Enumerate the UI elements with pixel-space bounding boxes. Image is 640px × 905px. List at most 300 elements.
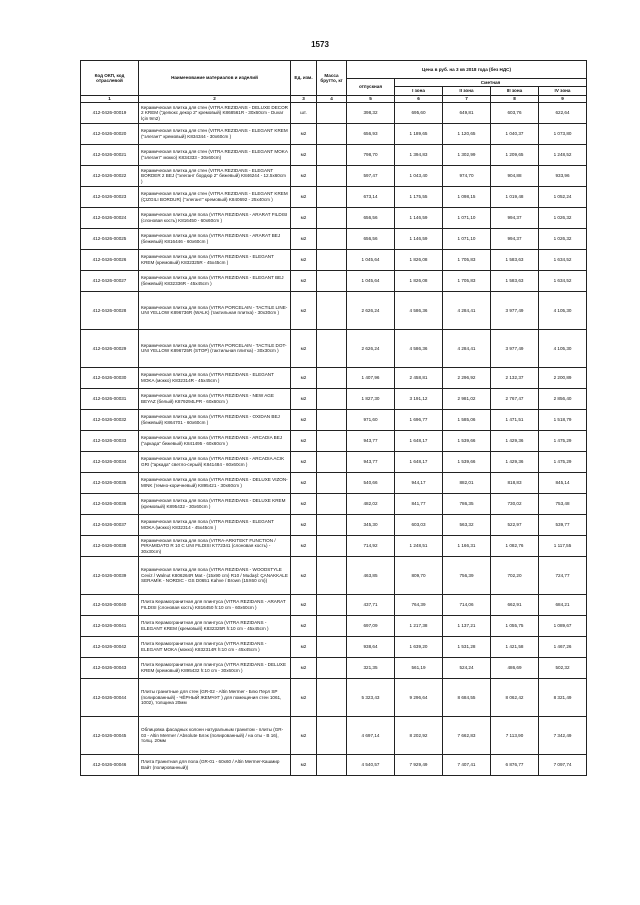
row-release-price: 798,70 xyxy=(347,144,395,165)
header-name: Наименование материалов и изделий xyxy=(139,61,291,96)
row-zone2-price: 1 166,31 xyxy=(443,535,491,556)
row-zone1-price: 4 586,36 xyxy=(395,291,443,329)
row-zone2-price: 8 684,55 xyxy=(443,678,491,716)
table-row xyxy=(81,451,587,472)
row-name: Керамическая плитка для пола (VITRA REZIDANS - WOODSTYLE Ceviz / Walnut K806264R Mat - (15x90 cm) R10 / Mudaşl: ÇANAKKALE SERAMİK - NORDIC - GS D0651 Kahve / Brown (15X60 cm)) xyxy=(139,556,291,594)
row-zone3-price: 1 429,36 xyxy=(491,451,539,472)
header-unit: Ед. изм. xyxy=(291,61,317,96)
row-zone2-price: 786,35 xyxy=(443,493,491,514)
row-name: Керамическая плитка для стен (VITRA REZIDANS - ELEGANT KREM (ÇIZGILI BORDUR) ("элегант" кремовый) K840692 - 25x40cm ) xyxy=(139,186,291,207)
row-name: Керамическая плитка для пола (VITRA REZIDANS - ELEGANT BEJ (бежевый) K832336R - 45x45cm ) xyxy=(139,270,291,291)
table-row xyxy=(81,228,587,249)
row-zone4-price: 1 634,52 xyxy=(539,270,587,291)
header-zone1: I зона xyxy=(395,87,443,95)
row-code: 412-0426-00035 xyxy=(81,472,139,493)
row-name: Керамическая плитка для пола (VITRA PORCELAIN - TACTILE DOT-UNI YELLOW K896725R (STOP) (тактильная плитка) - 30x30cm ) xyxy=(139,329,291,367)
row-zone3-price: 1 421,58 xyxy=(491,636,539,657)
table-row xyxy=(81,594,587,615)
row-zone1-price: 695,60 xyxy=(395,102,443,123)
row-mass xyxy=(317,535,347,556)
row-zone4-price: 2 200,89 xyxy=(539,367,587,388)
row-zone2-price: 714,06 xyxy=(443,594,491,615)
row-zone2-price: 1 585,06 xyxy=(443,409,491,430)
row-name: Керамическая плитка для пола (VITRA-ARKITEKT FUNCTION / PIRAMIDATO R 10 C UNI FILDISI K772341 (слоновая кость) - 30x30cm) xyxy=(139,535,291,556)
row-release-price: 1 827,30 xyxy=(347,388,395,409)
row-unit: м2 xyxy=(291,270,317,291)
row-code: 412-0426-00045 xyxy=(81,716,139,754)
row-zone2-price: 1 302,99 xyxy=(443,144,491,165)
row-name: Керамическая плитка для пола (VITRA REZIDANS - ELEGANT KREM (кремовый) K832325R - 45x45cm ) xyxy=(139,249,291,270)
row-zone3-price: 818,83 xyxy=(491,472,539,493)
row-code: 412-0426-00042 xyxy=(81,636,139,657)
row-zone4-price: 1 026,32 xyxy=(539,207,587,228)
row-zone3-price: 1 583,63 xyxy=(491,249,539,270)
row-mass xyxy=(317,472,347,493)
table-row xyxy=(81,329,587,367)
row-mass xyxy=(317,165,347,186)
row-zone3-price: 2 132,37 xyxy=(491,367,539,388)
row-zone3-price: 1 583,63 xyxy=(491,270,539,291)
row-release-price: 1 045,64 xyxy=(347,270,395,291)
header-zone4: IV зона xyxy=(539,87,587,95)
row-zone3-price: 603,76 xyxy=(491,102,539,123)
column-index: 7 xyxy=(443,95,491,102)
row-zone3-price: 3 977,49 xyxy=(491,291,539,329)
row-zone4-price: 7 097,74 xyxy=(539,754,587,775)
row-unit: м2 xyxy=(291,636,317,657)
row-mass xyxy=(317,123,347,144)
table-row xyxy=(81,144,587,165)
row-release-price: 463,85 xyxy=(347,556,395,594)
row-unit: м2 xyxy=(291,472,317,493)
row-zone1-price: 603,03 xyxy=(395,514,443,535)
row-zone1-price: 4 586,36 xyxy=(395,329,443,367)
row-zone3-price: 522,97 xyxy=(491,514,539,535)
row-zone4-price: 753,48 xyxy=(539,493,587,514)
row-name: Облицовка фасадных колонн натуральным гранитом - плиты (GR-03 - Altin Mermer / Absolute Блэк (полированный) / на оты - В 16), толщ. 20мм xyxy=(139,716,291,754)
row-mass xyxy=(317,144,347,165)
row-mass xyxy=(317,451,347,472)
row-zone2-price: 1 137,21 xyxy=(443,615,491,636)
row-zone2-price: 1 531,28 xyxy=(443,636,491,657)
row-mass xyxy=(317,186,347,207)
row-unit: м2 xyxy=(291,514,317,535)
row-zone2-price: 1 705,83 xyxy=(443,270,491,291)
row-zone1-price: 561,19 xyxy=(395,657,443,678)
column-index: 6 xyxy=(395,95,443,102)
header-release: отпускная xyxy=(347,79,395,96)
row-name: Керамическая плитка для стен (VITRA REZIDANS - DELUXE DECOR 2 KREM ("делюкс декор 2" кремовый) K868561R - 30x60cm - Duvar İçin 9m2) xyxy=(139,102,291,123)
row-zone4-price: 4 105,30 xyxy=(539,329,587,367)
row-zone1-price: 3 191,12 xyxy=(395,388,443,409)
row-release-price: 482,02 xyxy=(347,493,395,514)
row-zone4-price: 1 089,67 xyxy=(539,615,587,636)
row-zone2-price: 1 539,66 xyxy=(443,451,491,472)
row-release-price: 597,47 xyxy=(347,165,395,186)
table-row xyxy=(81,123,587,144)
row-zone1-price: 1 648,17 xyxy=(395,451,443,472)
table-row xyxy=(81,657,587,678)
row-zone2-price: 1 071,10 xyxy=(443,228,491,249)
row-zone4-price: 1 248,52 xyxy=(539,144,587,165)
row-zone4-price: 845,14 xyxy=(539,472,587,493)
row-unit: м2 xyxy=(291,451,317,472)
row-unit: м2 xyxy=(291,535,317,556)
row-release-price: 1 045,64 xyxy=(347,249,395,270)
row-unit: м2 xyxy=(291,123,317,144)
table-row xyxy=(81,207,587,228)
row-unit: шт. xyxy=(291,102,317,123)
row-unit: м2 xyxy=(291,165,317,186)
row-unit: м2 xyxy=(291,186,317,207)
row-unit: м2 xyxy=(291,409,317,430)
row-unit: м2 xyxy=(291,615,317,636)
row-zone1-price: 1 826,08 xyxy=(395,249,443,270)
row-code: 412-0426-00028 xyxy=(81,291,139,329)
row-zone3-price: 904,88 xyxy=(491,165,539,186)
row-unit: м2 xyxy=(291,678,317,716)
row-unit: м2 xyxy=(291,657,317,678)
row-release-price: 943,77 xyxy=(347,451,395,472)
table-row xyxy=(81,556,587,594)
table-row xyxy=(81,367,587,388)
row-release-price: 971,60 xyxy=(347,409,395,430)
row-code: 412-0426-00024 xyxy=(81,207,139,228)
row-zone1-price: 1 826,08 xyxy=(395,270,443,291)
row-mass xyxy=(317,716,347,754)
row-zone1-price: 1 639,20 xyxy=(395,636,443,657)
row-zone1-price: 1 248,51 xyxy=(395,535,443,556)
row-zone3-price: 730,02 xyxy=(491,493,539,514)
row-zone4-price: 622,64 xyxy=(539,102,587,123)
row-unit: м2 xyxy=(291,249,317,270)
table-row xyxy=(81,615,587,636)
row-zone4-price: 684,21 xyxy=(539,594,587,615)
row-mass xyxy=(317,615,347,636)
row-name: Керамическая плитка для стен (VITRA REZIDANS - ELEGANT KREM ("элегант" кремовый) K834344 - 30x60cm ) xyxy=(139,123,291,144)
row-zone1-price: 841,77 xyxy=(395,493,443,514)
column-index: 2 xyxy=(139,95,291,102)
row-zone1-price: 944,17 xyxy=(395,472,443,493)
row-code: 412-0426-00032 xyxy=(81,409,139,430)
row-zone4-price: 502,32 xyxy=(539,657,587,678)
row-release-price: 656,56 xyxy=(347,228,395,249)
row-code: 412-0426-00022 xyxy=(81,165,139,186)
row-zone2-price: 1 705,83 xyxy=(443,249,491,270)
row-unit: м2 xyxy=(291,207,317,228)
row-code: 412-0426-00029 xyxy=(81,329,139,367)
row-zone2-price: 2 981,02 xyxy=(443,388,491,409)
row-release-price: 4 540,57 xyxy=(347,754,395,775)
row-name: Керамическая плитка для пола (VITRA REZIDANS - OXIDAN BEJ (бежевый) K864701 - 60x60cm ) xyxy=(139,409,291,430)
row-unit: м2 xyxy=(291,144,317,165)
table-row xyxy=(81,388,587,409)
table-row xyxy=(81,493,587,514)
row-zone3-price: 7 113,90 xyxy=(491,716,539,754)
row-code: 412-0426-00044 xyxy=(81,678,139,716)
row-zone2-price: 974,70 xyxy=(443,165,491,186)
row-mass xyxy=(317,636,347,657)
row-zone1-price: 1 175,55 xyxy=(395,186,443,207)
row-zone1-price: 1 217,38 xyxy=(395,615,443,636)
row-zone4-price: 933,96 xyxy=(539,165,587,186)
row-name: Керамическая плитка для пола (VITRA REZIDANS - DELUXE KREM (кремовый) K895432 - 30x60cm ) xyxy=(139,493,291,514)
row-mass xyxy=(317,754,347,775)
row-release-price: 714,92 xyxy=(347,535,395,556)
row-mass xyxy=(317,249,347,270)
row-zone2-price: 7 662,83 xyxy=(443,716,491,754)
row-zone3-price: 1 429,36 xyxy=(491,430,539,451)
row-code: 412-0426-00038 xyxy=(81,535,139,556)
table-row xyxy=(81,535,587,556)
row-release-price: 1 407,96 xyxy=(347,367,395,388)
table-row xyxy=(81,716,587,754)
row-zone4-price: 1 117,55 xyxy=(539,535,587,556)
row-zone1-price: 764,39 xyxy=(395,594,443,615)
column-index: 9 xyxy=(539,95,587,102)
row-code: 412-0426-00026 xyxy=(81,249,139,270)
row-zone3-price: 486,69 xyxy=(491,657,539,678)
row-zone4-price: 1 026,32 xyxy=(539,228,587,249)
row-zone3-price: 2 767,47 xyxy=(491,388,539,409)
column-index: 4 xyxy=(317,95,347,102)
row-name: Плита Керамогранитная для плинтуса (VITRA REZIDANS - DELUXE KREM (кремовый) K895432 h:10 cm - 30x60cm ) xyxy=(139,657,291,678)
table-row xyxy=(81,472,587,493)
row-release-price: 4 697,14 xyxy=(347,716,395,754)
row-name: Керамическая плитка для пола (VITRA REZIDANS - ARCADIA BEJ ("аркада" бежевый) K841495 - 60x60cm ) xyxy=(139,430,291,451)
row-code: 412-0426-00031 xyxy=(81,388,139,409)
row-zone4-price: 4 105,30 xyxy=(539,291,587,329)
row-release-price: 943,77 xyxy=(347,430,395,451)
row-zone3-price: 1 209,65 xyxy=(491,144,539,165)
row-zone3-price: 1 040,37 xyxy=(491,123,539,144)
row-zone3-price: 8 062,42 xyxy=(491,678,539,716)
row-zone3-price: 1 471,51 xyxy=(491,409,539,430)
row-zone4-price: 8 321,49 xyxy=(539,678,587,716)
row-unit: м2 xyxy=(291,291,317,329)
row-release-price: 656,93 xyxy=(347,123,395,144)
page-number: 1573 xyxy=(311,40,329,49)
row-zone4-price: 724,77 xyxy=(539,556,587,594)
row-unit: м2 xyxy=(291,556,317,594)
row-mass xyxy=(317,367,347,388)
table-row xyxy=(81,291,587,329)
header-price-group: Цена в руб. на 3 кв 2018 года (без НДС) xyxy=(347,61,587,79)
table-row xyxy=(81,678,587,716)
row-zone3-price: 994,37 xyxy=(491,228,539,249)
row-name: Керамическая плитка для пола (VITRA REZIDANS - ARARAT FILDISI (слоновая кость) K816450 - 60x60cm ) xyxy=(139,207,291,228)
table-body xyxy=(81,102,587,775)
row-code: 412-0426-00046 xyxy=(81,754,139,775)
row-unit: м2 xyxy=(291,388,317,409)
row-name: Керамическая плитка для пола (VITRA REZIDANS - DELUXE VIZON-MINK (темно-коричневый) K895421 - 30x60cm ) xyxy=(139,472,291,493)
row-release-price: 656,56 xyxy=(347,207,395,228)
row-mass xyxy=(317,329,347,367)
row-code: 412-0426-00039 xyxy=(81,556,139,594)
row-zone3-price: 994,37 xyxy=(491,207,539,228)
row-unit: м2 xyxy=(291,493,317,514)
row-zone1-price: 1 043,40 xyxy=(395,165,443,186)
header-zone2: II зона xyxy=(443,87,491,95)
row-zone3-price: 702,20 xyxy=(491,556,539,594)
header-estimate: Сметная xyxy=(395,79,587,87)
row-name: Керамическая плитка для пола (VITRA REZIDANS - ELEGANT MOKA (мокко) K832314 - 45x45cm ) xyxy=(139,514,291,535)
row-zone2-price: 1 120,65 xyxy=(443,123,491,144)
row-zone1-price: 8 202,92 xyxy=(395,716,443,754)
row-zone1-price: 1 146,59 xyxy=(395,228,443,249)
row-code: 412-0426-00019 xyxy=(81,102,139,123)
row-zone4-price: 1 073,80 xyxy=(539,123,587,144)
row-mass xyxy=(317,556,347,594)
row-zone1-price: 7 929,49 xyxy=(395,754,443,775)
row-zone1-price: 2 458,81 xyxy=(395,367,443,388)
row-zone2-price: 563,32 xyxy=(443,514,491,535)
row-zone2-price: 7 407,41 xyxy=(443,754,491,775)
row-unit: м2 xyxy=(291,329,317,367)
row-mass xyxy=(317,678,347,716)
row-code: 412-0426-00023 xyxy=(81,186,139,207)
row-zone4-price: 7 342,49 xyxy=(539,716,587,754)
row-release-price: 321,35 xyxy=(347,657,395,678)
row-mass xyxy=(317,388,347,409)
row-zone1-price: 809,70 xyxy=(395,556,443,594)
row-unit: м2 xyxy=(291,367,317,388)
table-row xyxy=(81,409,587,430)
row-mass xyxy=(317,657,347,678)
column-index: 1 xyxy=(81,95,139,102)
row-mass xyxy=(317,409,347,430)
row-release-price: 673,14 xyxy=(347,186,395,207)
row-mass xyxy=(317,514,347,535)
row-release-price: 540,66 xyxy=(347,472,395,493)
row-unit: м2 xyxy=(291,430,317,451)
row-zone2-price: 756,39 xyxy=(443,556,491,594)
row-unit: м2 xyxy=(291,594,317,615)
row-unit: м2 xyxy=(291,716,317,754)
row-mass xyxy=(317,102,347,123)
row-code: 412-0426-00041 xyxy=(81,615,139,636)
row-unit: м2 xyxy=(291,228,317,249)
row-zone3-price: 662,91 xyxy=(491,594,539,615)
row-code: 412-0426-00021 xyxy=(81,144,139,165)
row-zone1-price: 9 296,64 xyxy=(395,678,443,716)
column-index: 8 xyxy=(491,95,539,102)
table-row xyxy=(81,165,587,186)
row-zone4-price: 1 475,29 xyxy=(539,451,587,472)
row-release-price: 5 323,43 xyxy=(347,678,395,716)
row-zone4-price: 1 052,24 xyxy=(539,186,587,207)
row-code: 412-0426-00043 xyxy=(81,657,139,678)
row-zone2-price: 1 071,10 xyxy=(443,207,491,228)
row-mass xyxy=(317,291,347,329)
row-release-price: 697,09 xyxy=(347,615,395,636)
row-release-price: 345,30 xyxy=(347,514,395,535)
row-name: Плита Гранитная для пола (GR-01 - 60x60 / Altin Mermer-Кашмир Вайт (полированный)) xyxy=(139,754,291,775)
row-zone1-price: 1 394,83 xyxy=(395,144,443,165)
row-zone4-price: 2 856,40 xyxy=(539,388,587,409)
row-release-price: 938,64 xyxy=(347,636,395,657)
row-zone3-price: 1 082,76 xyxy=(491,535,539,556)
row-zone1-price: 1 648,17 xyxy=(395,430,443,451)
row-name: Керамическая плитка для стен (VITRA REZIDANS - ELEGANT MOKA ("элегант" мокко) K834333 - 30x60cm) xyxy=(139,144,291,165)
row-mass xyxy=(317,594,347,615)
row-unit: м2 xyxy=(291,754,317,775)
row-zone2-price: 524,24 xyxy=(443,657,491,678)
row-release-price: 398,32 xyxy=(347,102,395,123)
row-zone3-price: 6 876,77 xyxy=(491,754,539,775)
row-zone2-price: 1 098,15 xyxy=(443,186,491,207)
header-code: Код ОКП, код отраслевой xyxy=(81,61,139,96)
row-zone4-price: 1 634,52 xyxy=(539,249,587,270)
row-zone4-price: 539,77 xyxy=(539,514,587,535)
row-code: 412-0426-00030 xyxy=(81,367,139,388)
column-index: 3 xyxy=(291,95,317,102)
row-mass xyxy=(317,228,347,249)
row-zone3-price: 3 977,49 xyxy=(491,329,539,367)
table-row xyxy=(81,270,587,291)
row-zone2-price: 882,01 xyxy=(443,472,491,493)
table-row xyxy=(81,514,587,535)
row-code: 412-0426-00033 xyxy=(81,430,139,451)
table-row xyxy=(81,754,587,775)
row-name: Плиты гранитные для стен (GR-02 - Altin Mermer - Блю Перл SP (полированный) - ЧЁРНЫЙ ЖЕМЧУГ ) для помещения стен 1061, 1002), толщина 20мм xyxy=(139,678,291,716)
row-name: Керамическая плитка для пола (VITRA REZIDANS - ELEGANT MOKA (мокко) K832314R - 45x45cm ) xyxy=(139,367,291,388)
row-code: 412-0426-00040 xyxy=(81,594,139,615)
row-code: 412-0426-00025 xyxy=(81,228,139,249)
row-zone2-price: 4 284,41 xyxy=(443,291,491,329)
row-mass xyxy=(317,270,347,291)
row-name: Плита Керамогранитная для плинтуса (VITRA REZIDANS - ELEGANT MOKA (мокко) K832314R h:10 cm - 45x45cm ) xyxy=(139,636,291,657)
row-zone3-price: 1 019,48 xyxy=(491,186,539,207)
row-name: Плита Керамогранитная для плинтуса (VITRA REZIDANS - ELEGANT KREM (кремовый) K832325R h:10 cm - 45x45cm ) xyxy=(139,615,291,636)
row-code: 412-0426-00027 xyxy=(81,270,139,291)
row-zone1-price: 1 189,65 xyxy=(395,123,443,144)
row-zone4-price: 1 518,79 xyxy=(539,409,587,430)
row-name: Керамическая плитка для пола (VITRA PORCELAIN - TACTILE LINE-UNI YELLOW K896736R (WALK) (тактильная плитка) - 30x30cm ) xyxy=(139,291,291,329)
row-zone2-price: 4 284,41 xyxy=(443,329,491,367)
row-zone2-price: 1 539,66 xyxy=(443,430,491,451)
row-code: 412-0426-00037 xyxy=(81,514,139,535)
table-row xyxy=(81,430,587,451)
row-name: Керамическая плитка для стен (VITRA REZIDANS - ELEGANT BORDER 2 BEJ ("элегант бордюр 2" бежевый) K846244 - 12.5x60cm ) xyxy=(139,165,291,186)
row-zone3-price: 1 055,75 xyxy=(491,615,539,636)
row-code: 412-0426-00034 xyxy=(81,451,139,472)
row-mass xyxy=(317,207,347,228)
row-zone2-price: 649,81 xyxy=(443,102,491,123)
row-mass xyxy=(317,430,347,451)
header-zone3: III зона xyxy=(491,87,539,95)
row-name: Керамическая плитка для пола (VITRA REZIDANS - NEW AGE BEYAZ (белый) K879294LPR - 60x60cm ) xyxy=(139,388,291,409)
row-name: Керамическая плитка для пола (VITRA REZIDANS - ARCADIA ACIK GRI ("аркада" светло-серый) K841484 - 60x60cm ) xyxy=(139,451,291,472)
row-name: Керамическая плитка для пола (VITRA REZIDANS - ARARAT BEJ (бежевый) K816446 - 60x60cm ) xyxy=(139,228,291,249)
row-zone4-price: 1 475,29 xyxy=(539,430,587,451)
column-index-row xyxy=(81,95,587,102)
row-zone1-price: 1 696,77 xyxy=(395,409,443,430)
table-row xyxy=(81,102,587,123)
row-zone4-price: 1 467,26 xyxy=(539,636,587,657)
table-row xyxy=(81,636,587,657)
table-row xyxy=(81,186,587,207)
row-release-price: 2 626,24 xyxy=(347,291,395,329)
price-table xyxy=(80,60,587,776)
row-zone1-price: 1 146,59 xyxy=(395,207,443,228)
row-code: 412-0426-00036 xyxy=(81,493,139,514)
row-release-price: 437,71 xyxy=(347,594,395,615)
row-name: Плита Керамогранитная для плинтуса (VITRA REZIDANS - ARARAT FILDISI (слоновая кость) K816450 h:10 cm - 60x60cm ) xyxy=(139,594,291,615)
header-mass: Масса брутто, кг xyxy=(317,61,347,96)
row-zone2-price: 2 296,92 xyxy=(443,367,491,388)
row-code: 412-0426-00020 xyxy=(81,123,139,144)
